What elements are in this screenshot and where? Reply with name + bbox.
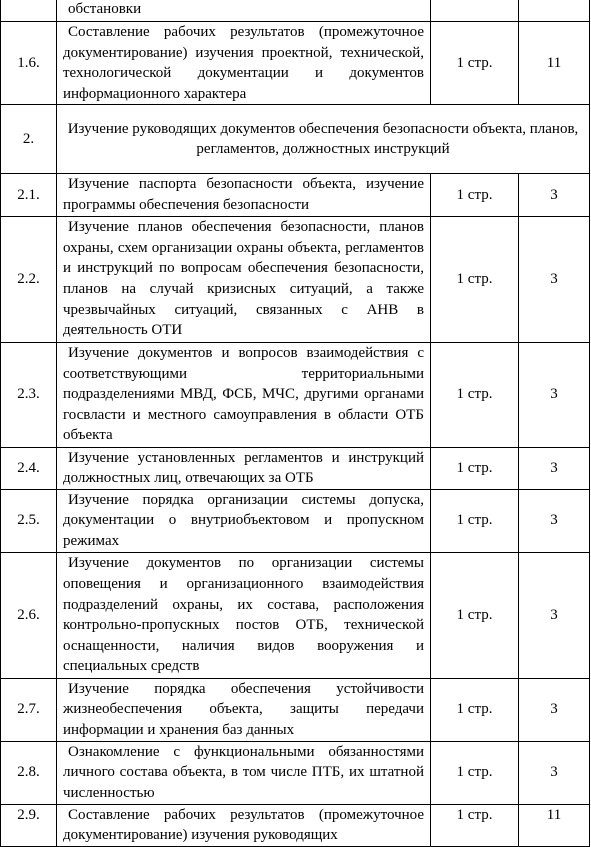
row-description: Ознакомление с функциональными обязанностями личного состава объекта, в том числе ПТБ, их штатной численностью (57, 741, 431, 804)
table-row (1, 678, 590, 741)
row-description: Изучение документов по организации системы оповещения и организационного взаимодействия подразделений охраны, их состава, расположения контрольно-пропускных постов ОТБ, технической оснащенности, наличия видов вооружения и специальных средств (57, 552, 431, 678)
row-count (519, 0, 590, 22)
row-count: 11 (519, 22, 590, 105)
row-description: Изучение порядка обеспечения устойчивости жизнеобеспечения объекта, защиты передачи информации и хранения баз данных (57, 678, 431, 741)
row-number: 1.6. (1, 22, 57, 105)
row-number (1, 0, 57, 22)
row-description: Составление рабочих результатов (промежуточное документирование) изучения руководящих (57, 804, 431, 846)
table-row (1, 342, 590, 447)
section-number: 2. (1, 105, 57, 174)
table-row (1, 804, 590, 846)
row-description: Изучение планов обеспечения безопасности, планов охраны, схем организации охраны объекта, регламентов и инструкций по вопросам обеспечения безопасности, планов на случай кризисных ситуаций, а также чрезвычайных ситуаций, связанных с АНВ в деятельность ОТИ (57, 216, 431, 342)
row-count: 11 (519, 804, 590, 846)
row-pages (431, 0, 519, 22)
row-pages: 1 стр. (431, 741, 519, 804)
row-count: 3 (519, 678, 590, 741)
row-number: 2.1. (1, 174, 57, 216)
table-row (1, 22, 590, 105)
row-pages: 1 стр. (431, 22, 519, 105)
row-pages: 1 стр. (431, 174, 519, 216)
row-count: 3 (519, 174, 590, 216)
row-number: 2.8. (1, 741, 57, 804)
row-description: Изучение паспорта безопасности объекта, изучение программы обеспечения безопасности (57, 174, 431, 216)
row-count: 3 (519, 741, 590, 804)
section-row (1, 105, 590, 174)
row-pages: 1 стр. (431, 678, 519, 741)
row-description: Изучение документов и вопросов взаимодействия с соответствующими территориальными подразделениями МВД, ФСБ, МЧС, другими органами госвласти и местного самоуправления в области ОТБ объекта (57, 342, 431, 447)
row-number: 2.7. (1, 678, 57, 741)
row-description: Составление рабочих результатов (промежуточное документирование) изучения проектной, технической, технологической документации и документов информационного характера (57, 22, 431, 105)
row-pages: 1 стр. (431, 342, 519, 447)
row-pages: 1 стр. (431, 447, 519, 489)
row-count: 3 (519, 447, 590, 489)
table-row (1, 174, 590, 216)
table-row (1, 489, 590, 552)
row-description: Изучение порядка организации системы допуска, документации о внутриобъектовом и пропускном режимах (57, 489, 431, 552)
row-number: 2.5. (1, 489, 57, 552)
row-number: 2.4. (1, 447, 57, 489)
table-row (1, 447, 590, 489)
row-count: 3 (519, 216, 590, 342)
row-description: обстановки (57, 0, 431, 22)
row-number: 2.3. (1, 342, 57, 447)
row-count: 3 (519, 552, 590, 678)
row-pages: 1 стр. (431, 489, 519, 552)
section-title: Изучение руководящих документов обеспечения безопасности объекта, планов, регламентов, должностных инструкций (57, 105, 590, 174)
row-count: 3 (519, 489, 590, 552)
table-row (1, 0, 590, 22)
table-row (1, 216, 590, 342)
row-description: Изучение установленных регламентов и инструкций должностных лиц, отвечающих за ОТБ (57, 447, 431, 489)
row-pages: 1 стр. (431, 804, 519, 846)
row-count: 3 (519, 342, 590, 447)
row-pages: 1 стр. (431, 216, 519, 342)
row-number: 2.2. (1, 216, 57, 342)
row-pages: 1 стр. (431, 552, 519, 678)
table-row (1, 552, 590, 678)
row-number: 2.6. (1, 552, 57, 678)
row-number: 2.9. (1, 804, 57, 846)
table-row (1, 741, 590, 804)
